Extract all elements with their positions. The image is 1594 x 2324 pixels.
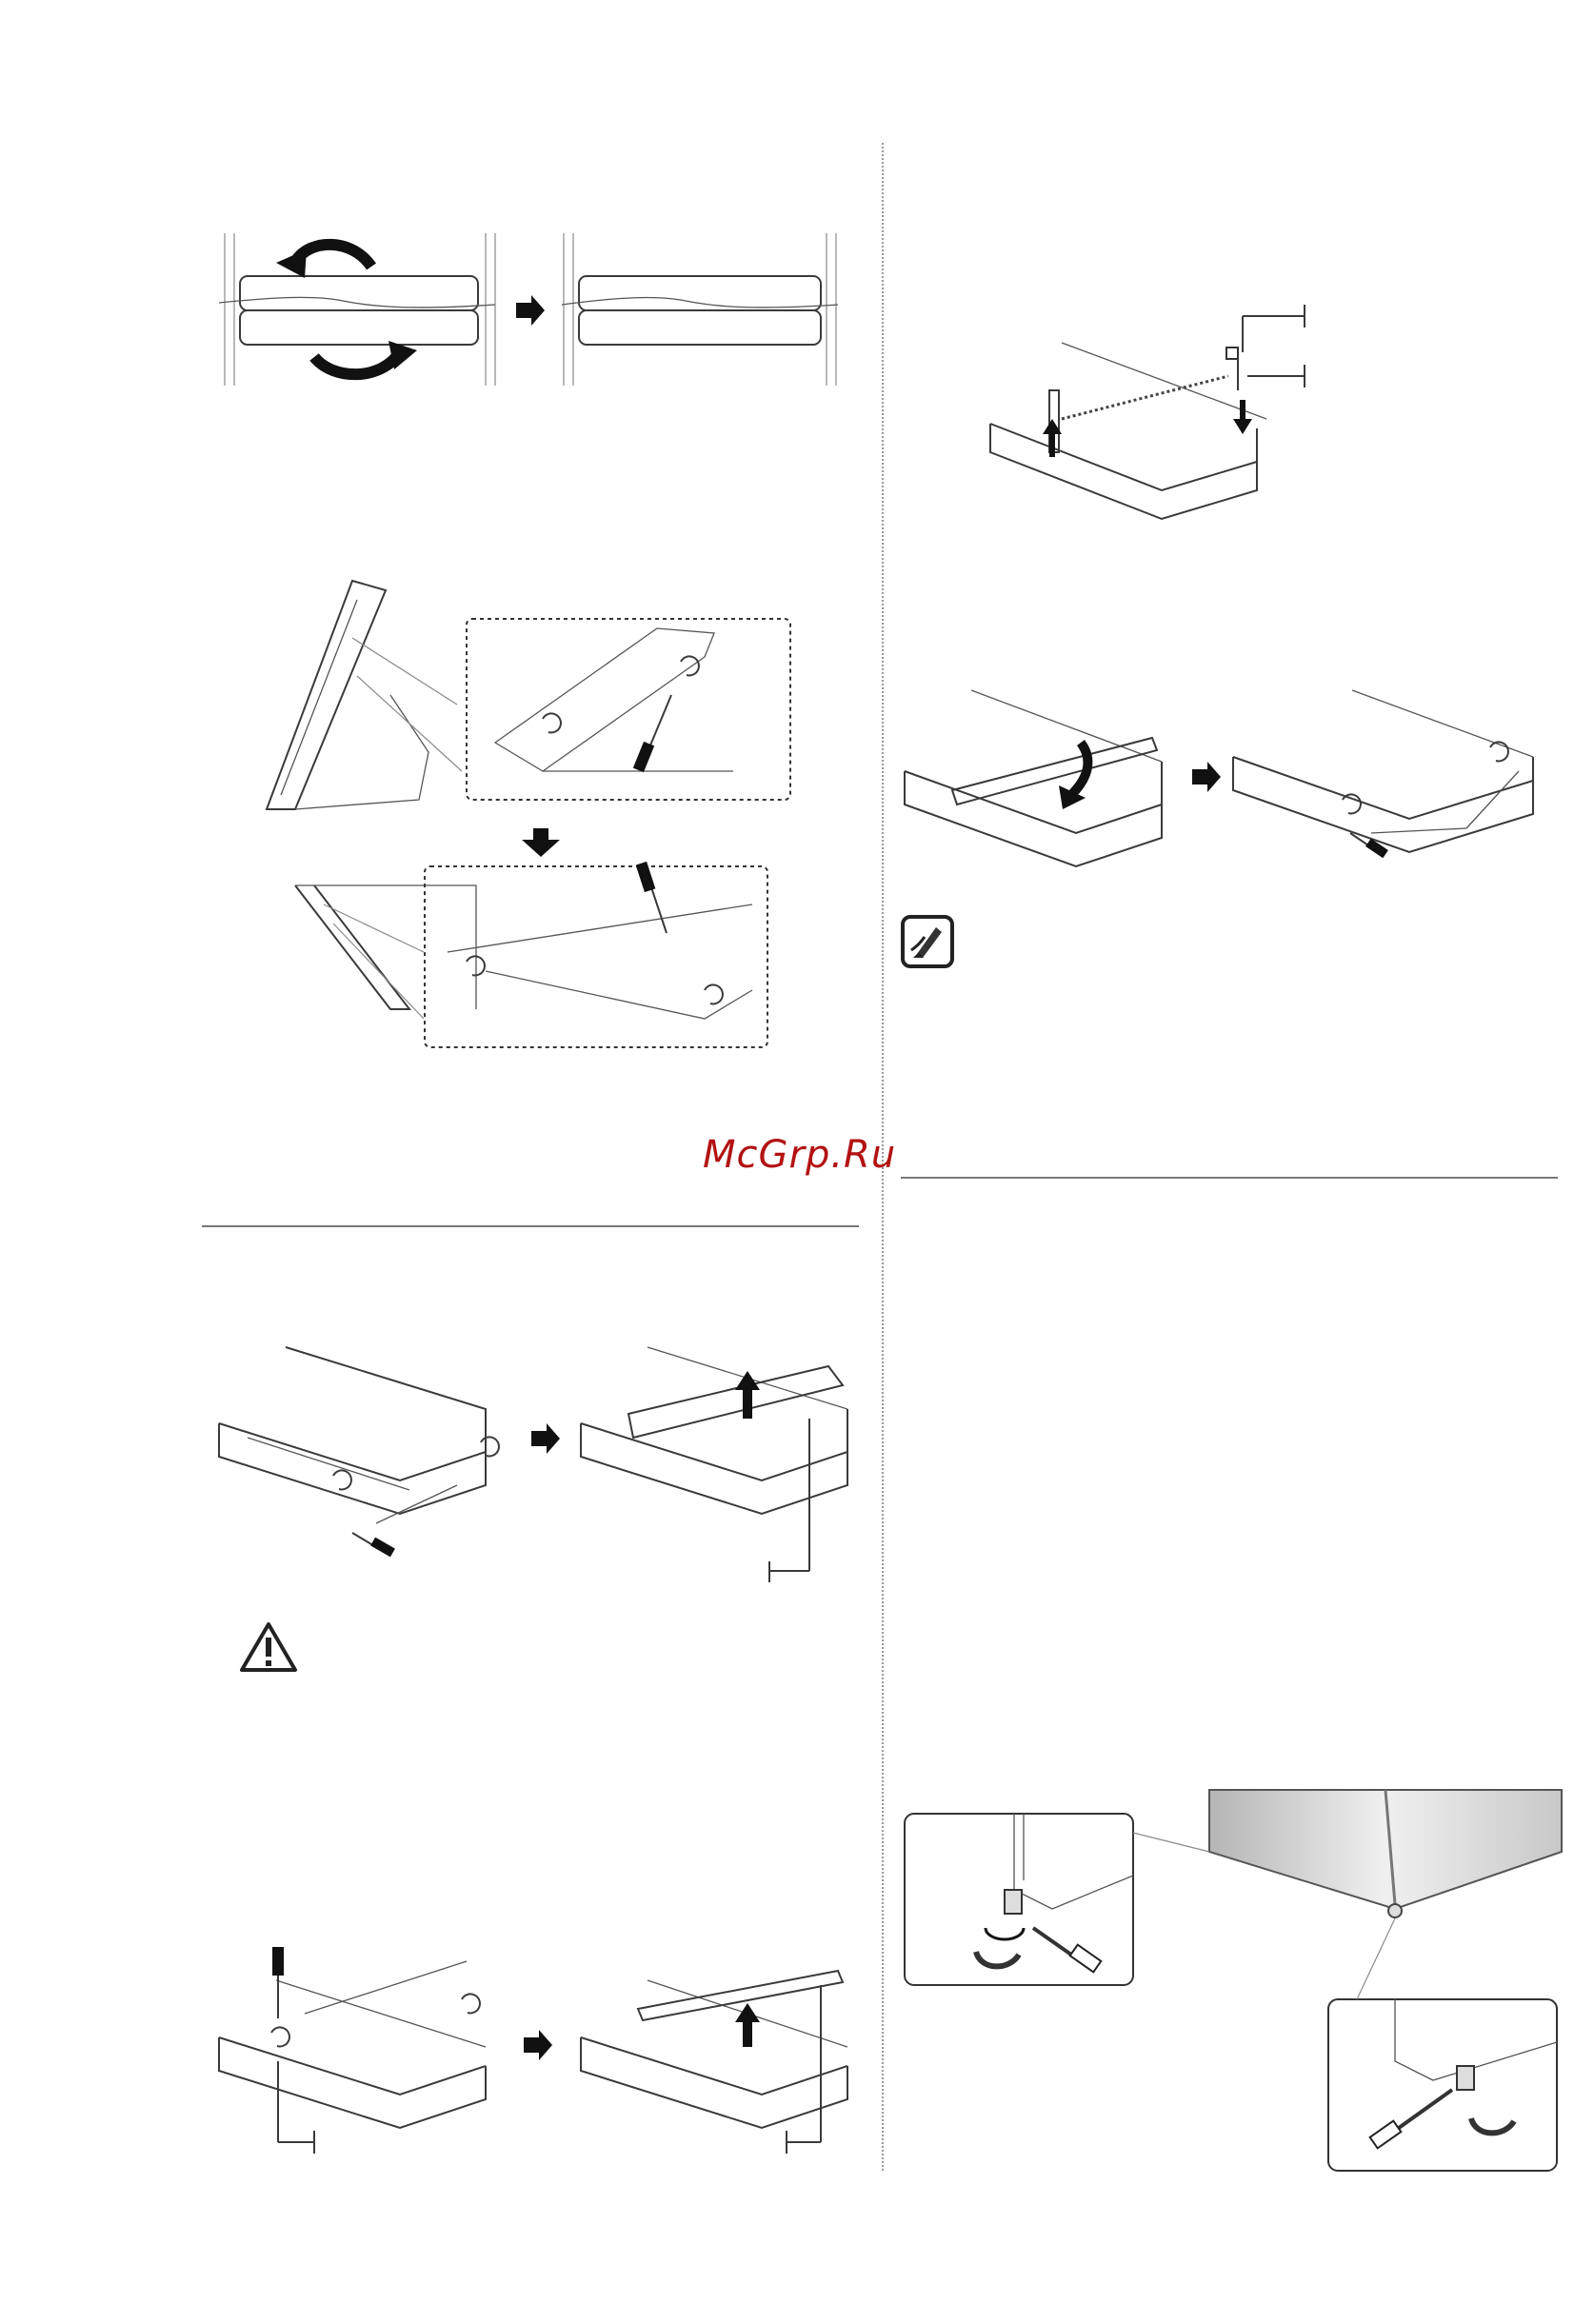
top-cover-pin-figure: [971, 295, 1324, 524]
watermark: McGrp.Ru: [703, 1133, 897, 1177]
leveling-feet-figure: [900, 1785, 1566, 2185]
bottom-hinge-figure: [209, 1942, 857, 2161]
door-bottom-cover-figure: [209, 1333, 857, 1599]
door-handle-rotate-figure: [219, 228, 847, 390]
section-rule-right: [901, 1177, 1558, 1179]
section-rule-left: [202, 1225, 859, 1227]
caution-triangle-icon: [238, 1620, 299, 1674]
door-hinge-screws-figure: [257, 571, 809, 1057]
top-cover-refit-figure: [895, 676, 1543, 876]
note-pencil-icon: [900, 914, 955, 969]
